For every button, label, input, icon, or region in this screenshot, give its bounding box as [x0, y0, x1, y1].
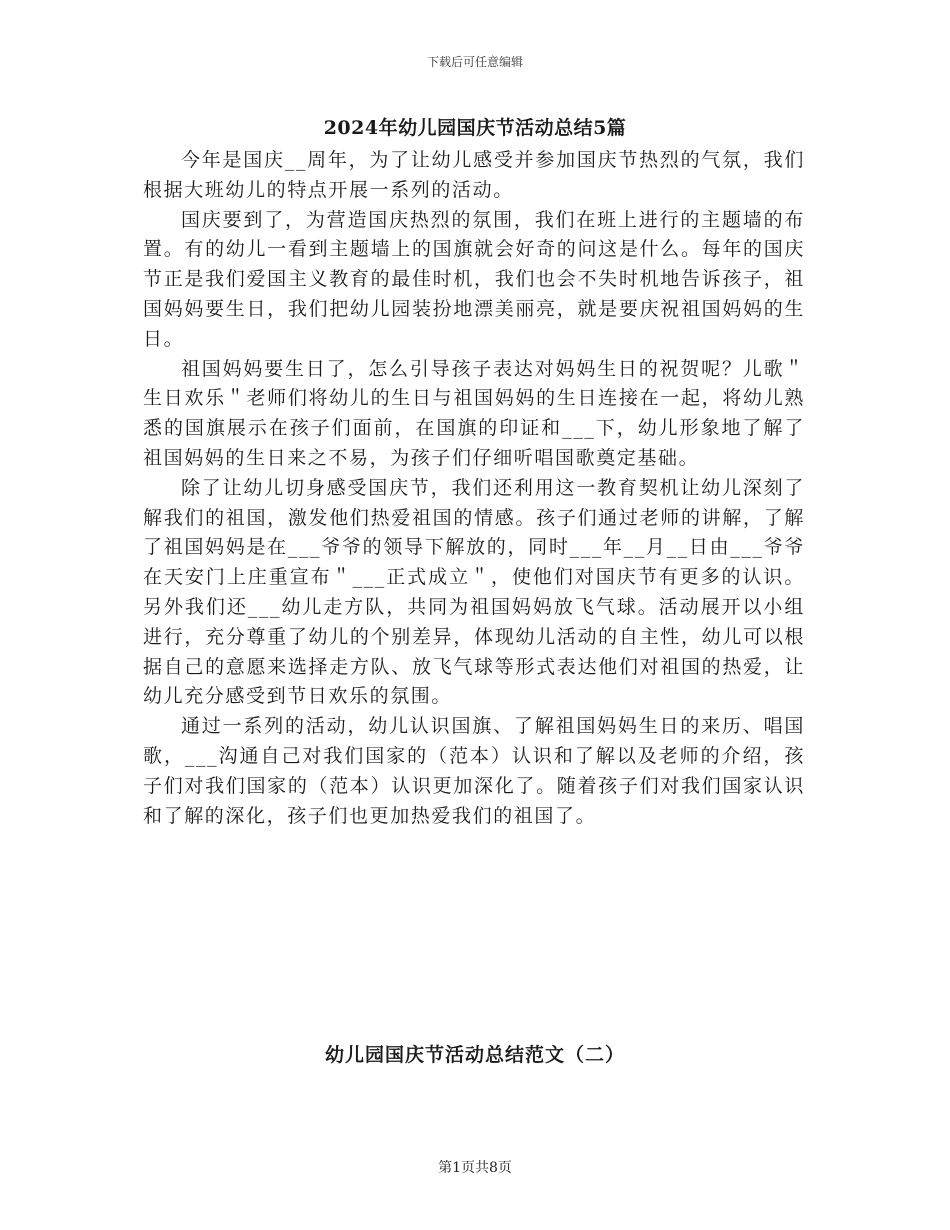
paragraph-3: 祖国妈妈要生日了，怎么引导孩子表达对妈妈生日的祝贺呢？儿歌＂生日欢乐＂老师们将幼儿的生日与祖国妈妈的生日连接在一起，将幼儿熟悉的国旗展示在孩子们面前，在国旗的印证和___下，幼儿形象地了解了祖国妈妈的生日来之不易，为孩子们仔细听唱国歌奠定基础。	[143, 357, 805, 469]
page-footer: 第1页共8页	[438, 1160, 512, 1176]
paragraph-1: 今年是国庆__周年，为了让幼儿感受并参加国庆节热烈的气氛，我们根据大班幼儿的特点开展一系列的活动。	[143, 149, 805, 201]
document-title: 2024年幼儿园国庆节活动总结5篇	[323, 117, 627, 139]
document-body	[143, 146, 805, 831]
header-note: 下载后可任意编辑	[426, 55, 523, 69]
paragraph-5: 通过一系列的活动，幼儿认识国旗、了解祖国妈妈生日的来历、唱国歌，___沟通自己对我们国家的（范本）认识和了解以及老师的介绍，孩子们对我们国家的（范本）认识更加深化了。随着孩子们对我们国家认识和了解的深化，孩子们也更加热爱我们的祖国了。	[143, 715, 805, 827]
paragraph-2: 国庆要到了，为营造国庆热烈的氛围，我们在班上进行的主题墙的布置。有的幼儿一看到主题墙上的国旗就会好奇的问这是什么。每年的国庆节正是我们爱国主义教育的最佳时机，我们也会不失时机地告诉孩子，祖国妈妈要生日，我们把幼儿园装扮地漂美丽亮，就是要庆祝祖国妈妈的生日。	[143, 208, 805, 350]
section-title: 幼儿园国庆节活动总结范文（二）	[324, 1044, 625, 1066]
paragraph-4: 除了让幼儿切身感受国庆节，我们还利用这一教育契机让幼儿深刻了解我们的祖国，激发他们热爱祖国的情感。孩子们通过老师的讲解，了解了祖国妈妈是在___爷爷的领导下解放的，同时___年__月__日由___爷爷在天安门上庄重宣布＂___正式成立＂，使他们对国庆节有更多的认识。另外我们还___幼儿走方队，共同为祖国妈妈放飞气球。活动展开以小组进行，充分尊重了幼儿的个别差异，体现幼儿活动的自主性，幼儿可以根据自己的意愿来选择走方队、放飞气球等形式表达他们对祖国的热爱，让幼儿充分感受到节日欢乐的氛围。	[143, 476, 805, 708]
